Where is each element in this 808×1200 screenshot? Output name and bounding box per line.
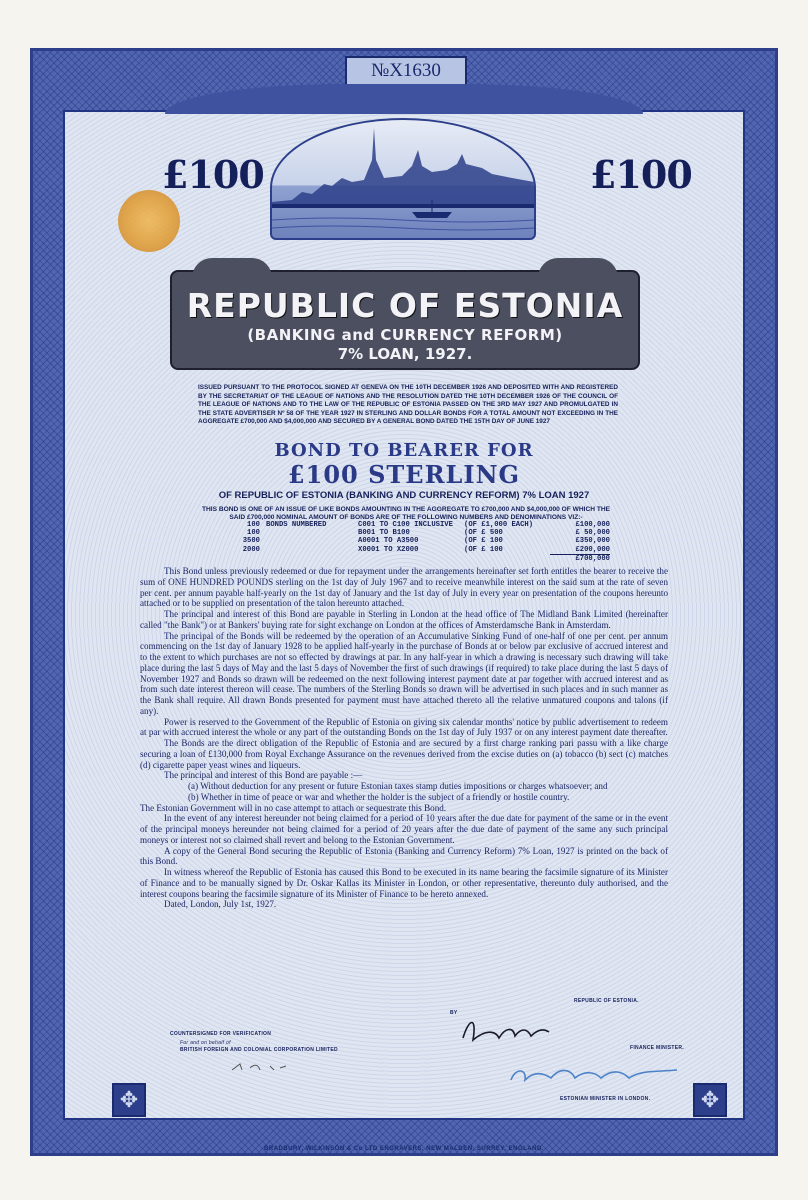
countersignature	[230, 1060, 290, 1074]
bond-terms	[140, 566, 668, 910]
banner-curl-right	[538, 258, 618, 278]
value-mark-right: £100	[590, 152, 692, 197]
estonian-minister-label: ESTONIAN MINISTER IN LONDON.	[560, 1096, 651, 1102]
minister-london-signature	[505, 1060, 685, 1090]
terms-paragraph: A copy of the General Bond securing the Republic of Estonia (Banking and Currency Reform) 7% Loan, 1927 is printed on the back of this Bond.	[140, 845, 668, 867]
for-behalf-label: For and on behalf of	[180, 1040, 231, 1046]
corner-ornament-left: ✥	[112, 1083, 146, 1117]
title-banner	[170, 270, 640, 370]
terms-paragraph: In the event of any interest hereunder not being claimed for a period of 10 years after the due date for payment of the same or in the event of the principal moneys hereunder not being claimed for a period of 20 years after the due date of payment of the same any such principal moneys or interest not so claimed shall revert and belong to the Estonian Government.	[140, 813, 668, 845]
denominations-table	[226, 521, 626, 563]
dated-line: Dated, London, July 1st, 1927.	[164, 899, 277, 910]
printer-imprint: BRADBURY, WILKINSON & Co LTD ENGRAVERS, NEW MALDEN, SURREY, ENGLAND.	[264, 1146, 544, 1152]
terms-paragraph: Power is reserved to the Government of the Republic of Estonia on giving six calendar months' notice by public advertisement to redeem at par with accrued interest the whole or any part of the outstanding Bonds on the 1st day of July 1937 or on any interest payment date thereafter.	[140, 716, 668, 738]
document-subtitle: (BANKING and CURRENCY REFORM)	[247, 326, 563, 344]
loan-description: OF REPUBLIC OF ESTONIA (BANKING AND CURRENCY REFORM) 7% LOAN 1927	[218, 490, 590, 501]
corporation-label: BRITISH FOREIGN AND COLONIAL CORPORATION LIMITED	[180, 1047, 338, 1053]
issue-text: THIS BOND IS ONE OF AN ISSUE OF LIKE BONDS AMOUNTING IN THE AGGREGATE TO £700,000 AND $4,000,000 OF WHICH THE SAID £700,000 NOMINAL AMOUNT OF BONDS ARE OF THE FOLLOWING NUMBERS AND DENOMINATIONS VIZ:-	[201, 506, 611, 522]
bond-heading: BOND TO BEARER FOR	[274, 440, 534, 461]
terms-paragraph: The Estonian Government will in no case attempt to attach or sequestrate this Bond.	[140, 802, 447, 813]
intro-paragraph: ISSUED PURSUANT TO THE PROTOCOL SIGNED AT GENEVA ON THE 10TH DECEMBER 1926 AND DEPOSITED WITH AND REGISTERED BY THE SECRETARIAT OF THE LEAGUE OF NATIONS AND THE RESOLUTION DATED THE 10TH DECEMBER 1926 OF THE COUNCIL OF THE LEAGUE OF NATIONS AND TO THE LAW OF THE REPUBLIC OF ESTONIA PASSED ON THE 3RD MAY 1927 AND PROMULGATED IN THE STATE ADVERTISER Nº 58 OF THE YEAR 1927 IN STERLING AND DOLLAR BONDS FOR A TOTAL AMOUNT NOT EXCEEDING IN THE AGGREGATE £700,000 AND $4,000,000 AND SECURED BY A GENERAL BOND DATED THE 15TH DAY OF JUNE 1927	[198, 384, 618, 426]
loan-label: 7% LOAN, 1927.	[337, 345, 473, 363]
terms-paragraph: The Bonds are the direct obligation of the Republic of Estonia and are secured by a first charge ranking pari passu with a like charge securing a loan of £130,000 from Royal Exchange Assurance on the revenues derived from the excise duties on (a) tobacco (b) sect (c) matches (d) cigarette paper yeast wines and liqueurs.	[140, 738, 668, 770]
serial-number: №X1630	[345, 56, 467, 86]
terms-paragraph: (b) Whether in time of peace or war and whether the holder is the subject of a friendly or hostile country.	[188, 791, 570, 802]
value-mark-left: £100	[162, 152, 264, 197]
terms-paragraph: The principal of the Bonds will be redeemed by the operation of an Accumulative Sinking Fund of one-half of one per cent. per annum commencing on the 1st day of January 1928 to be applied half-yearly in the purchase of Bonds at or below par exclusive of accrued interest and to the extent to which purchases are not so effected by drawings at par. In any half-year in which a drawing is necessary such drawing will take place during the last 5 days of May and the last 5 days of November the first of such drawings (if required) to take place during the last 5 days of November 1927 and Bonds so drawn will be redeemed on the next following interest payment date at par together with accrued interest and as from such date interest thereon will cease. The numbers of the Sterling Bonds so drawn will be advertised in such places and in such manner as the Bank shall require. All drawn Bonds presented for payment must have attached thereto all the relative unmatured coupons and talons (if any).	[140, 630, 668, 716]
terms-paragraph: In witness whereof the Republic of Estonia has caused this Bond to be executed in its name bearing the facsimile signature of its Minister of Finance and to be manually signed by Dr. Oskar Kallas its Minister in London, or other representative, thereunto duly authorised, and the interest coupons bearing the facsimile signature of its Minister of Finance to be hereto annexed.	[140, 867, 668, 899]
document-title: REPUBLIC OF ESTONIA	[186, 286, 624, 325]
embossed-seal	[118, 190, 180, 252]
corner-ornament-right: ✥	[693, 1083, 727, 1117]
terms-paragraph: The principal and interest of this Bond are payable in Sterling in London at the head office of The Midland Bank Limited (hereinafter called "the Bank") or at Bankers' buying rate for sight exchange on London at the offices of Amsterdamsche Bank in Amsterdam.	[140, 609, 668, 630]
by-label: BY	[450, 1010, 458, 1016]
terms-paragraph: The principal and interest of this Bond are payable :—	[164, 770, 363, 781]
terms-paragraph: This Bond unless previously redeemed or due for repayment under the arrangements hereinafter set forth entitles the bearer to receive the sum of ONE HUNDRED POUNDS sterling on the 1st day of July 1967 and to receive meanwhile interest on the said sum at the rate of seven per cent. per annum payable half-yearly on the 1st day of January and the 1st day of July in every year on presentation of the coupons hereunto attached or to be supplied on presentation of the talon hereunto attached.	[140, 566, 668, 609]
countersigned-label: COUNTERSIGNED FOR VERIFICATION	[170, 1031, 272, 1037]
bond-amount: £100 STERLING	[287, 460, 521, 489]
denomination-row: 100 BONDS NUMBERED C001 TO C100 INCLUSIVE (OF £1,000 EACH) £100,000	[247, 521, 610, 529]
denomination-total-row: £700,000	[226, 554, 626, 563]
finance-minister-label: FINANCE MINISTER.	[630, 1045, 684, 1051]
denomination-row: 2000 X0001 TO X2000 (OF £ 100 £200,000	[242, 545, 610, 554]
city-skyline-image	[272, 120, 534, 238]
terms-paragraph: (a) Without deduction for any present or future Estonian taxes stamp duties impositions or charges whatsoever; and	[188, 781, 608, 791]
republic-label: REPUBLIC OF ESTONIA.	[574, 998, 639, 1004]
finance-minister-signature	[455, 1010, 555, 1050]
denomination-row: 100 B001 TO B100 (OF £ 500 £ 50,000	[247, 529, 610, 538]
banner-curl-left	[192, 258, 272, 278]
denomination-row: 3500 A0001 TO A3500 (OF £ 100 £350,000	[242, 537, 610, 546]
